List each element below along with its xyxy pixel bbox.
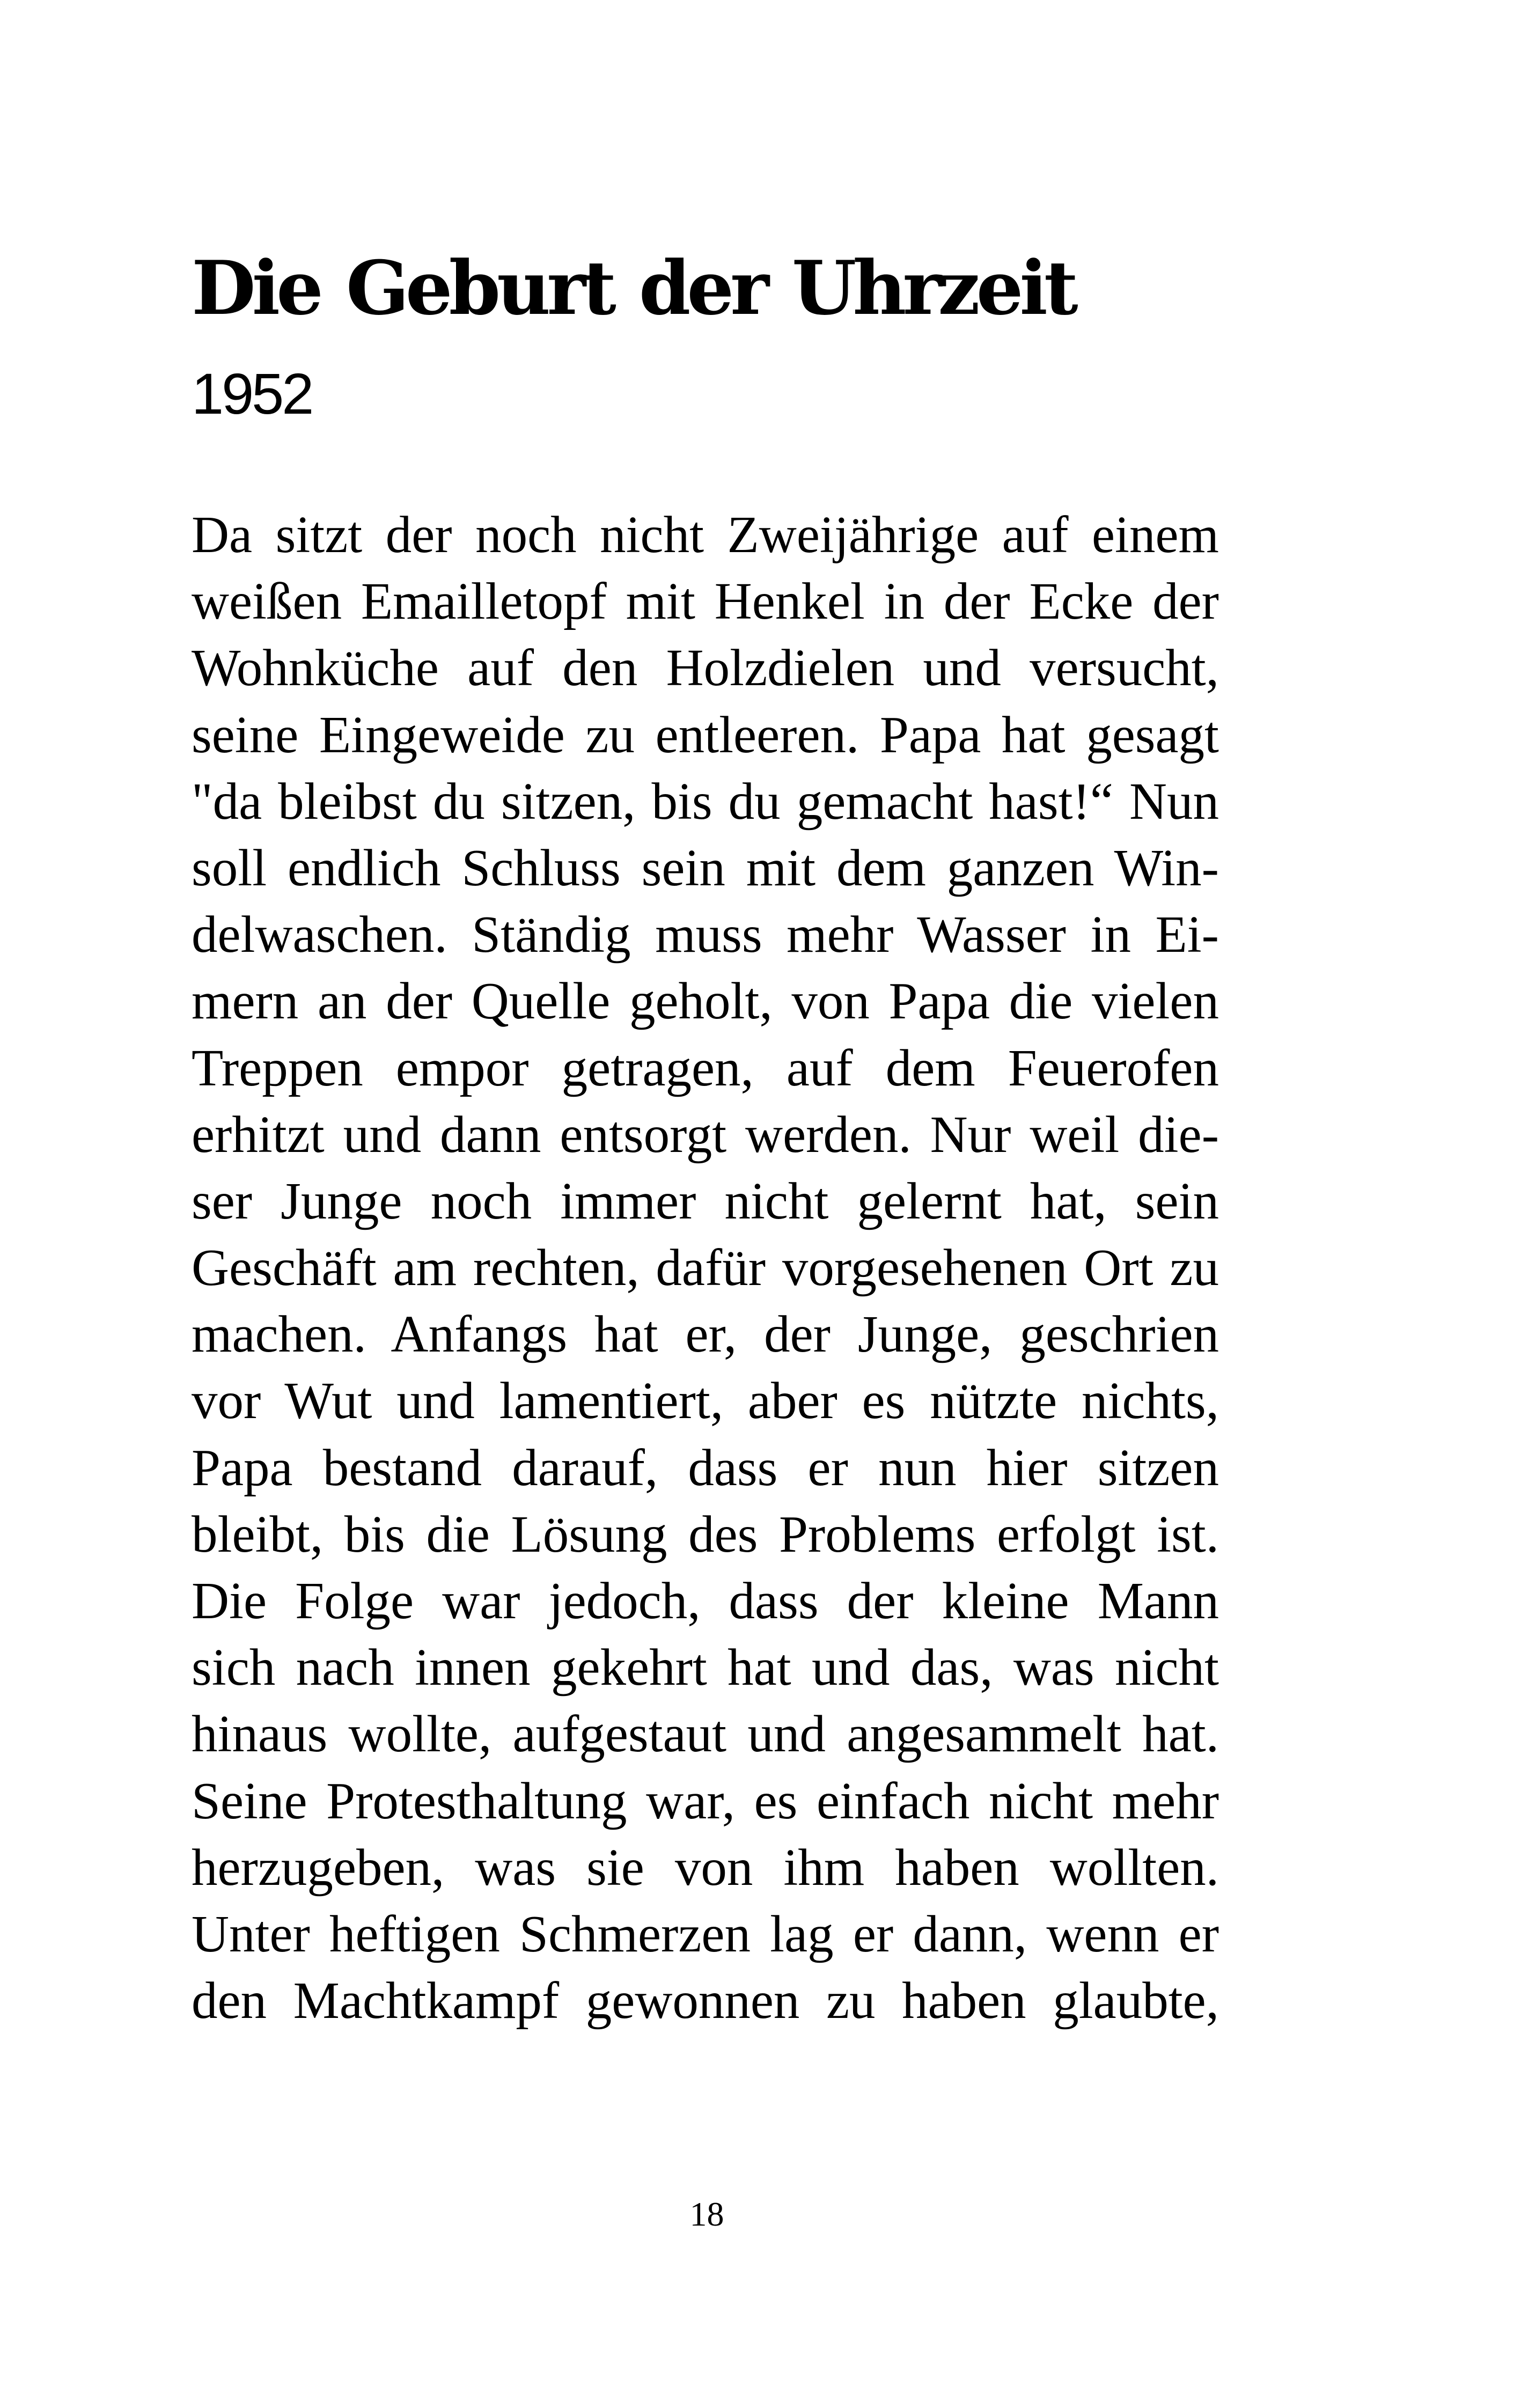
text-line: "da bleibst du sitzen, bis du gemacht hast!“ Nun [192, 772, 1219, 830]
text-line: hinaus wollte, aufgestaut und angesammelt hat. [192, 1705, 1219, 1763]
text-line: den Machtkampf gewonnen zu haben glaubte, [192, 1972, 1219, 2030]
page-number: 18 [689, 2195, 724, 2233]
text-line: erhitzt und dann entsorgt werden. Nur weil die- [192, 1105, 1219, 1163]
text-line: machen. Anfangs hat er, der Junge, geschrien [192, 1305, 1219, 1363]
text-line: ser Junge noch immer nicht gelernt hat, sein [192, 1172, 1219, 1230]
text-line: soll endlich Schluss sein mit dem ganzen Win- [192, 839, 1219, 897]
text-line: vor Wut und lamentiert, aber es nützte nichts, [192, 1372, 1219, 1430]
text-line: Geschäft am rechten, dafür vorgesehenen Ort zu [192, 1239, 1219, 1297]
text-line: weißen Emailletopf mit Henkel in der Ecke der [192, 572, 1219, 630]
text-line: delwaschen. Ständig muss mehr Wasser in Ei- [192, 906, 1219, 964]
text-line: sich nach innen gekehrt hat und das, was nicht [192, 1639, 1219, 1697]
text-line: Papa bestand darauf, dass er nun hier sitzen [192, 1438, 1219, 1496]
text-line: mern an der Quelle geholt, von Papa die vielen [192, 972, 1219, 1030]
text-line: seine Eingeweide zu entleeren. Papa hat gesagt [192, 706, 1219, 763]
text-line: Unter heftigen Schmerzen lag er dann, wenn er [192, 1905, 1219, 1963]
text-line: Seine Protesthaltung war, es einfach nicht mehr [192, 1772, 1219, 1830]
text-line: Da sitzt der noch nicht Zweijährige auf einem [192, 506, 1219, 563]
text-line: herzugeben, was sie von ihm haben wollten. [192, 1838, 1219, 1896]
body-text [192, 502, 1219, 2034]
text-line: bleibt, bis die Lösung des Problems erfolgt ist. [192, 1505, 1219, 1563]
chapter-title: Die Geburt der Uhrzeit [192, 244, 1075, 332]
text-line: Treppen empor getragen, auf dem Feuerofen [192, 1039, 1219, 1097]
text-line: Wohnküche auf den Holzdielen und versucht, [192, 639, 1219, 697]
text-line: Die Folge war jedoch, dass der kleine Mann [192, 1572, 1219, 1629]
chapter-year: 1952 [192, 361, 312, 426]
